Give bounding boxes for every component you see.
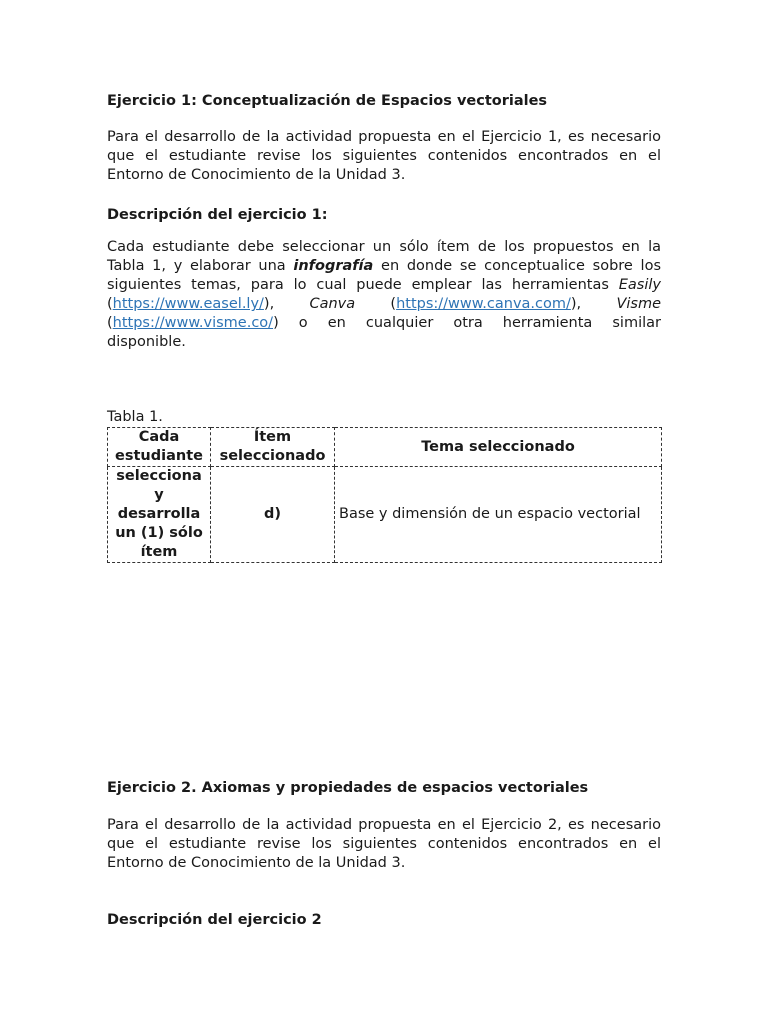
description-line [107,314,661,333]
exercise-1-intro [107,128,661,185]
infografia-emphasis: infografía [293,258,374,274]
description-line [107,295,661,314]
easily-tool-name: Easily [618,277,661,293]
header-cell-tema-seleccionado: Tema seleccionado [335,428,662,467]
exercise-1-description-title: Descripción del ejercicio 1: [107,207,328,223]
visme-link[interactable]: https://www.visme.co/ [112,315,274,331]
exercise-1-title: Ejercicio 1: Conceptualización de Espacios vectoriales [107,93,548,109]
text-span: ), [570,296,617,312]
canva-tool-name: Canva [309,296,356,312]
intro-line: Para el desarrollo de la actividad propuesta en el Ejercicio 1, es necesario [107,129,661,145]
exercise-1-description [107,238,661,352]
exercise-2-intro [107,816,661,873]
table-1-caption: Tabla 1. [107,409,163,425]
header-cell-cada-estudiante: Cada estudiante [108,428,211,467]
text-span: Tabla 1, y elaborar una [107,258,294,274]
text-span: ( [390,296,397,312]
exercise-2-title: Ejercicio 2. Axiomas y propiedades de espacios vectoriales [107,780,589,796]
canva-link[interactable]: https://www.canva.com/ [396,296,571,312]
description-line [107,257,661,276]
body-cell-item: d) [211,467,335,563]
intro-line: Para el desarrollo de la actividad propuesta en el Ejercicio 2, es necesario [107,817,661,833]
intro-line: que el estudiante revise los siguientes contenidos encontrados en el [107,148,661,164]
description-line [107,276,661,295]
table-row [108,467,662,563]
intro-line: Entorno de Conocimiento de la Unidad 3. [107,855,406,871]
intro-line: Entorno de Conocimiento de la Unidad 3. [107,167,406,183]
description-line: Cada estudiante debe seleccionar un sólo ítem de los propuestos en la [107,239,661,255]
exercise-2-description-title: Descripción del ejercicio 2 [107,912,322,928]
easel-link[interactable]: https://www.easel.ly/ [112,296,264,312]
text-span: ) o en cualquier otra herramienta similar [273,315,661,331]
body-cell-tema: Base y dimensión de un espacio vectorial [335,467,662,563]
intro-line: que el estudiante revise los siguientes contenidos encontrados en el [107,836,661,852]
header-cell-item-seleccionado: Ítem seleccionado [211,428,335,467]
text-span: ( [107,296,113,312]
visme-tool-name: Visme [616,296,661,312]
table-1 [107,427,662,563]
body-cell-instruction: selecciona y desarrolla un (1) sólo ítem [108,467,211,563]
description-line: disponible. [107,334,186,350]
text-span: en donde se conceptualice sobre los [373,258,662,274]
text-span: siguientes temas, para lo cual puede emplear las herramientas [107,277,619,293]
table-header-row [108,428,662,467]
text-span: ), [263,296,310,312]
text-span: ( [107,315,113,331]
